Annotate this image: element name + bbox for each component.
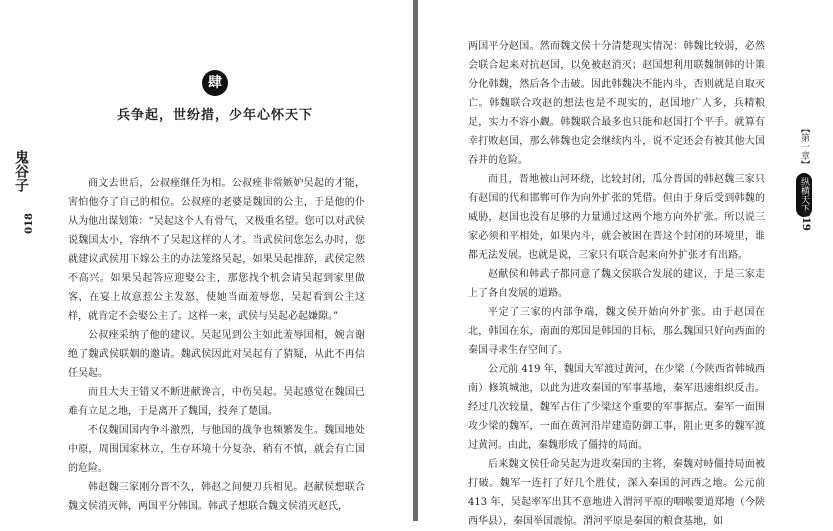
paragraph: 两国平分赵国。然而魏文侯十分清楚现实情况：韩魏比较弱，必然会联合起来对抗赵国，以免被赵消灭；赵国想利用联魏制韩的计策分化韩魏，然后各个击破。因此韩魏决不能内斗，否则就是自取灭亡。韩魏联合攻赵的想法也是不现实的，赵国地广人多，兵精粮足，实力不容小觑。韩魏联合最多也只能和赵国打个平手。就算有幸打败赵国，那么韩魏也定会继续内斗，说不定还会有被其他大国吞并的危险。 bbox=[468, 41, 765, 166]
chapter-badge: 肆 bbox=[202, 70, 228, 96]
paragraph: 商文去世后，公叔痤继任为相。公叔痤非常嫉妒吴起的才能，害怕他夺了自己的相位。公叔痤的老婆是魏国的公主，于是他的仆从为他出谋划策：“吴起这个人有骨气，又极重名望。您可以对武侯说魏国太小，容纳不了吴起这样的人才。当武侯问您怎么办时，您就建议武侯用下嫁公主的办法笼络吴起，如果吴起推辞，武侯定然不高兴。如果吴起答应迎娶公主，那您找个机会请吴起到家里做客，在宴上故意惹公主发怒，使她当面羞辱您，吴起看到公主这样，就肯定不会娶公主了。这样一来，武侯与吴起必起嫌隙。” bbox=[68, 178, 365, 322]
chapter-title: 兵争起，世纷措，少年心怀天下 bbox=[116, 108, 313, 123]
right-body-text bbox=[468, 37, 765, 531]
page-number-left: 018 bbox=[24, 213, 35, 234]
paragraph: 不仅魏国国内争斗激烈，与他国的战争也频繁发生。魏国地处中原，周围国家林立，生存环境十分复杂，稍有不慎，就会有亡国的危险。 bbox=[68, 425, 365, 474]
book-logo-text: 鬼谷子 bbox=[13, 150, 29, 192]
paragraph: 而且，晋地被山河环绕，比较封闭，瓜分晋国的韩赵魏三家只有赵国的代和邯郸可作为向外扩张的凭借。但由于身后受到韩魏的威胁，赵国也没有足够的力量通过这两个地方向外扩张。所以说三家必须和平相处，如果内斗，就会被困在晋这个封闭的环境里，谁都无法发展。也就是说，三家只有联合起来向外扩张才有出路。 bbox=[468, 174, 765, 261]
paragraph: 而且大夫王错又不断进献谗言，中伤吴起。吴起感觉在魏国已难有立足之地，于是离开了魏国，投奔了楚国。 bbox=[68, 387, 365, 417]
paragraph: 赵献侯和韩武子都同意了魏文侯联合发展的建议，于是三家走上了各自发展的道路。 bbox=[468, 269, 765, 299]
paragraph: 后来魏文侯任命吴起为进攻秦国的主将，秦魏对峙僵持局面被打破。魏军一连打了好几个胜仗，深入秦国的河西之地。公元前 413 年，吴起率军出其不意地进入渭河平原的咽喉要道郑地（今陕西华县），秦国举国震惊。渭河平原是秦国的粮食基地，如 bbox=[468, 459, 765, 527]
book-logo bbox=[14, 150, 40, 192]
side-tab-title: 纵横天下 bbox=[796, 173, 812, 217]
paragraph: 平定了三家的内部争端，魏文侯开始向外扩张。由于赵国在北，韩国在东，南面的郑国是韩国的目标，那么魏国只好向西面的秦国寻求生存空间了。 bbox=[468, 307, 765, 356]
chapter-side-tab bbox=[796, 124, 812, 217]
right-page bbox=[418, 0, 833, 527]
side-tab-part: 【第一章】 bbox=[799, 124, 809, 169]
paragraph: 韩赵魏三家刚分晋不久，韩赵之间便刀兵相见。赵献侯想联合魏文侯消灭韩，两国平分韩国。韩武子想联合魏文侯消灭赵氏， bbox=[68, 482, 365, 512]
left-body-text bbox=[68, 174, 365, 516]
left-page bbox=[0, 0, 413, 521]
paragraph: 公元前 419 年，魏国大军渡过黄河，在少梁（今陕西省韩城西南）修筑城池，以此为进攻秦国的军事基地，秦军迅速组织反击。经过几次较量，魏军占住了少梁这个重要的军事据点。秦军一面围攻少梁的魏军，一面在黄河沿岸建造防御工事，阻止更多的魏军渡过黄河。由此，秦魏形成了僵持的局面。 bbox=[468, 364, 765, 451]
page-number-right: 019 bbox=[800, 210, 811, 231]
paragraph: 公叔痤采纳了他的建议。吴起见到公主如此羞辱国相，婉言谢绝了魏武侯联姻的邀请。魏武侯因此对吴起有了猜疑，从此不再信任吴起。 bbox=[68, 330, 365, 379]
